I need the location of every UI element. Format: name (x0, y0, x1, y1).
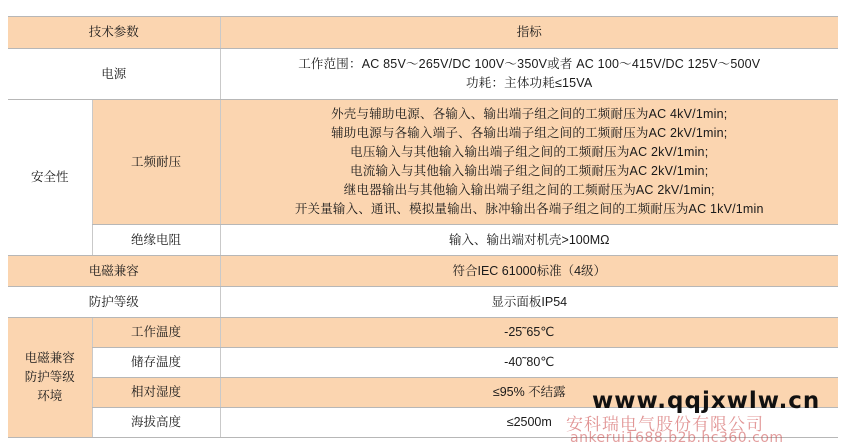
power-consumption: 功耗：主体功耗≤15VA (466, 76, 593, 90)
watermark-site: www.qqjxwlw.cn (592, 388, 821, 414)
emc-row (8, 256, 838, 287)
environment-label-line: 环境 (37, 389, 63, 403)
power-range: 工作范围：AC 85V～265V/DC 100V～350V或者 AC 100～415V/DC 125V～500V (298, 57, 761, 71)
withstand-line: 开关量输入、通讯、模拟量输出、脉冲输出各端子组之间的工频耐压为AC 1kV/1min (294, 202, 764, 216)
env-row (8, 318, 838, 348)
protection-value: 显示面板IP54 (220, 287, 838, 318)
spec-table (8, 16, 838, 438)
power-label: 电源 (8, 49, 220, 100)
withstand-row (8, 100, 838, 225)
withstand-line: 辅助电源与各输入端子、各输出端子组之间的工频耐压为AC 2kV/1min; (331, 126, 728, 140)
withstand-line: 电流输入与其他输入输出端子组之间的工频耐压为AC 2kV/1min; (350, 164, 709, 178)
protection-label: 防护等级 (8, 287, 220, 318)
power-value (220, 49, 838, 100)
insulation-label: 绝缘电阻 (92, 225, 220, 256)
watermark-company: 安科瑞电气股份有限公司 (566, 415, 764, 435)
environment-label-line: 防护等级 (24, 370, 75, 384)
header-spec: 指标 (220, 17, 838, 49)
env-row-label: 海拔高度 (92, 408, 220, 438)
header-param: 技术参数 (8, 17, 220, 49)
env-row-value: -25˜65℃ (220, 318, 838, 348)
env-row-value: ≤95% 不结露 (220, 378, 838, 408)
env-row-label: 工作温度 (92, 318, 220, 348)
withstand-line: 外壳与辅助电源、各输入、输出端子组之间的工频耐压为AC 4kV/1min; (331, 107, 728, 121)
power-row (8, 49, 838, 100)
withstand-value (220, 100, 838, 225)
environment-label (8, 318, 92, 438)
environment-label-line: 电磁兼容 (24, 351, 75, 365)
insulation-value: 输入、输出端对机壳>100MΩ (220, 225, 838, 256)
env-row-value: -40˜80℃ (220, 348, 838, 378)
emc-label: 电磁兼容 (8, 256, 220, 287)
insulation-row (8, 225, 838, 256)
watermark-contact: ankerui1688.b2b.hc360.com (570, 430, 784, 446)
protection-row (8, 287, 838, 318)
withstand-label: 工频耐压 (92, 100, 220, 225)
emc-value: 符合IEC 61000标准（4级） (220, 256, 838, 287)
env-row (8, 348, 838, 378)
withstand-line: 继电器输出与其他输入输出端子组之间的工频耐压为AC 2kV/1min; (343, 183, 715, 197)
env-row-label: 储存温度 (92, 348, 220, 378)
withstand-line: 电压输入与其他输入输出端子组之间的工频耐压为AC 2kV/1min; (350, 145, 709, 159)
env-row-value: ≤2500m (220, 408, 838, 438)
table-header-row (8, 17, 838, 49)
env-row-label: 相对湿度 (92, 378, 220, 408)
safety-label: 安全性 (8, 100, 92, 256)
